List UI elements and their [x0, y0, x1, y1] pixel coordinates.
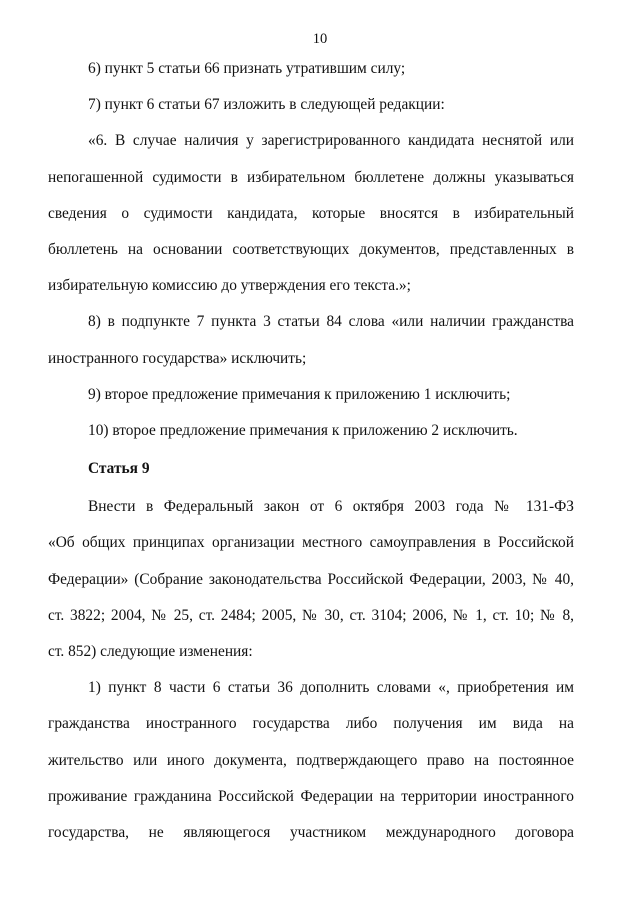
- paragraph-line: «6. В случае наличия у зарегистрированного кандидата неснятой или: [88, 132, 574, 150]
- article-heading: Статья 9: [88, 460, 150, 478]
- paragraph-line: ст. 3822; 2004, № 25, ст. 2484; 2005, № 30, ст. 3104; 2006, № 1, ст. 10; № 8,: [48, 606, 574, 624]
- paragraph-line: ст. 852) следующие изменения:: [48, 643, 253, 660]
- paragraph-line: избирательную комиссию до утверждения его текста.»;: [48, 277, 411, 295]
- paragraph-line: непогашенной судимости в избирательном бюллетене должны указываться: [48, 168, 574, 186]
- paragraph-line: бюллетень на основании соответствующих документов, представленных в: [48, 240, 574, 258]
- paragraph-line: проживание гражданина Российской Федерации на территории иностранного: [48, 787, 574, 805]
- paragraph-line: сведения о судимости кандидата, которые вносятся в избирательный: [48, 204, 574, 222]
- paragraph-line: 7) пункт 6 статьи 67 изложить в следующей редакции:: [88, 96, 445, 114]
- paragraph-line: 10) второе предложение примечания к приложению 2 исключить.: [88, 421, 518, 439]
- paragraph-line: 9) второе предложение примечания к приложению 1 исключить;: [88, 385, 511, 403]
- paragraph-line: 6) пункт 5 статьи 66 признать утратившим силу;: [88, 60, 406, 77]
- paragraph-line: 8) в подпункте 7 пункта 3 статьи 84 слова «или наличии гражданства: [88, 313, 574, 331]
- paragraph-line: государства, не являющегося участником международного договора: [48, 823, 574, 841]
- document-body: [48, 56, 574, 856]
- paragraph-line: гражданства иностранного государства либо получения им вида на: [48, 715, 574, 733]
- paragraph-line: Внести в Федеральный закон от 6 октября 2003 года № 131-ФЗ: [88, 498, 574, 516]
- paragraph-line: Федерации» (Собрание законодательства Российской Федерации, 2003, № 40,: [48, 570, 574, 588]
- paragraph-line: «Об общих принципах организации местного самоуправления в Российской: [48, 534, 574, 552]
- paragraph-line: иностранного государства» исключить;: [48, 349, 307, 367]
- paragraph-line: 1) пункт 8 части 6 статьи 36 дополнить словами «, приобретения им: [88, 679, 574, 697]
- page-number: 10: [312, 31, 328, 47]
- paragraph-line: жительство или иного документа, подтверждающего право на постоянное: [48, 751, 574, 769]
